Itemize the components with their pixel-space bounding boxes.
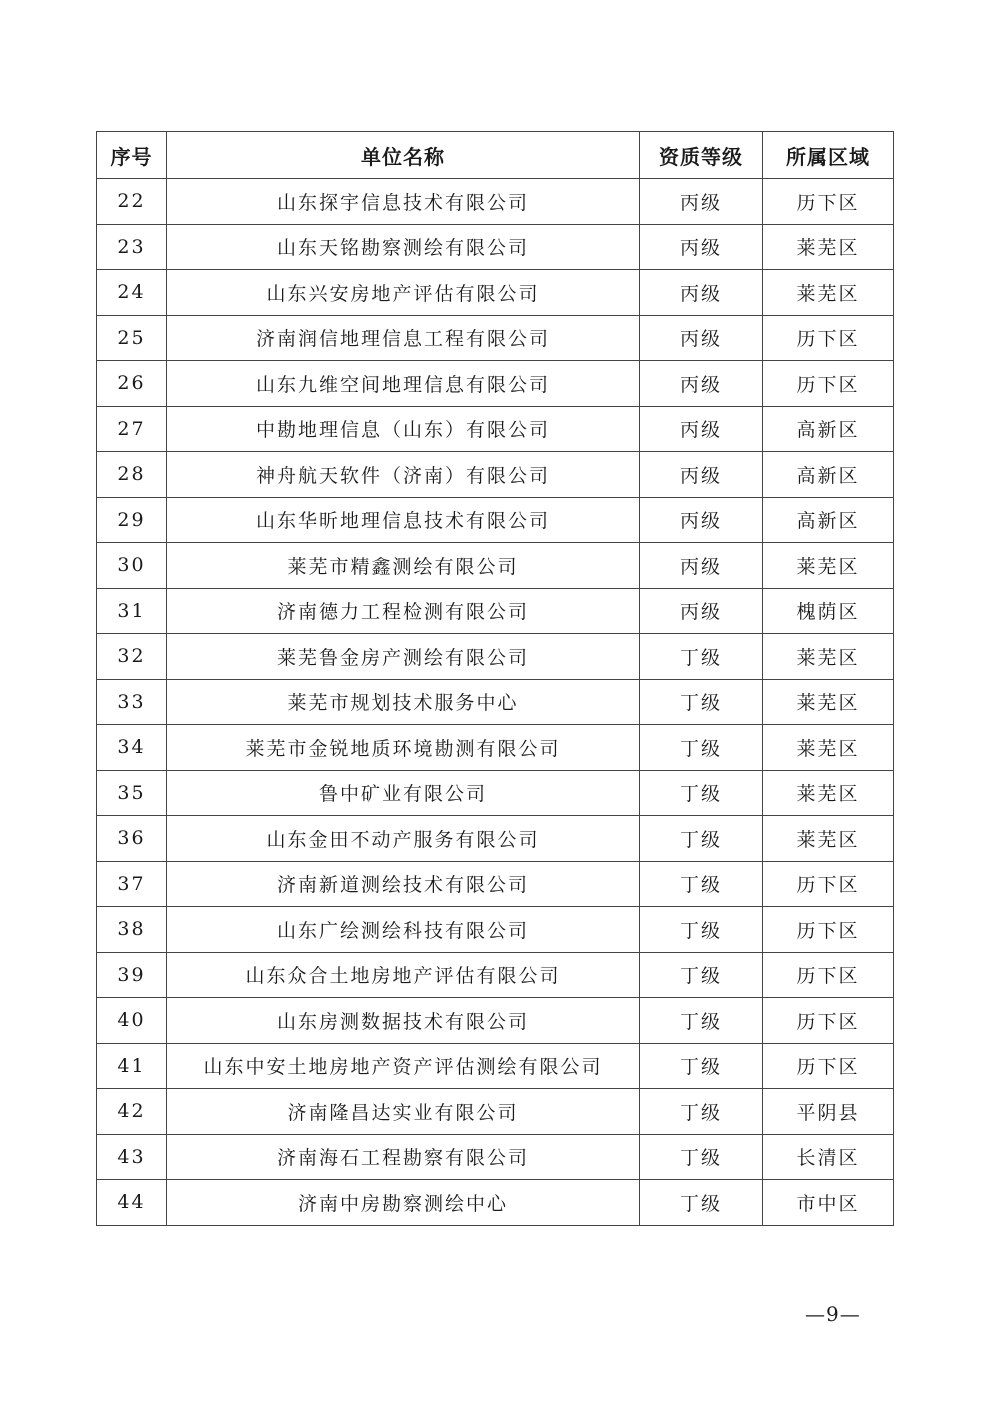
table-row	[97, 270, 894, 316]
cell-unit-name: 中勘地理信息（山东）有限公司	[167, 406, 640, 452]
cell-grade: 丁级	[640, 725, 763, 771]
table-row	[97, 725, 894, 771]
cell-region: 高新区	[763, 452, 894, 498]
cell-unit-name: 莱芜鲁金房产测绘有限公司	[167, 634, 640, 680]
table-row	[97, 634, 894, 680]
table-row	[97, 998, 894, 1044]
table-row	[97, 497, 894, 543]
cell-region: 高新区	[763, 406, 894, 452]
cell-unit-name: 济南隆昌达实业有限公司	[167, 1089, 640, 1135]
table-row	[97, 452, 894, 498]
table-row	[97, 406, 894, 452]
table-header-row	[97, 132, 894, 179]
cell-unit-name: 山东金田不动产服务有限公司	[167, 816, 640, 862]
cell-grade: 丙级	[640, 361, 763, 407]
cell-unit-name: 山东广绘测绘科技有限公司	[167, 907, 640, 953]
cell-unit-name: 山东探宇信息技术有限公司	[167, 179, 640, 225]
cell-region: 莱芜区	[763, 634, 894, 680]
cell-region: 莱芜区	[763, 679, 894, 725]
cell-region: 历下区	[763, 998, 894, 1044]
cell-region: 历下区	[763, 361, 894, 407]
table-row	[97, 952, 894, 998]
table-row	[97, 907, 894, 953]
cell-no: 27	[97, 406, 167, 452]
table-row	[97, 816, 894, 862]
cell-no: 28	[97, 452, 167, 498]
cell-unit-name: 济南德力工程检测有限公司	[167, 588, 640, 634]
cell-no: 30	[97, 543, 167, 589]
cell-region: 市中区	[763, 1180, 894, 1226]
cell-unit-name: 济南中房勘察测绘中心	[167, 1180, 640, 1226]
cell-region: 莱芜区	[763, 770, 894, 816]
cell-no: 43	[97, 1134, 167, 1180]
cell-region: 莱芜区	[763, 270, 894, 316]
table-row	[97, 315, 894, 361]
cell-unit-name: 山东众合土地房地产评估有限公司	[167, 952, 640, 998]
cell-grade: 丙级	[640, 588, 763, 634]
cell-unit-name: 山东天铭勘察测绘有限公司	[167, 224, 640, 270]
cell-grade: 丁级	[640, 861, 763, 907]
cell-grade: 丙级	[640, 497, 763, 543]
table-row	[97, 770, 894, 816]
cell-region: 历下区	[763, 907, 894, 953]
cell-no: 34	[97, 725, 167, 771]
cell-unit-name: 山东华昕地理信息技术有限公司	[167, 497, 640, 543]
page-number: —9—	[805, 1302, 861, 1326]
cell-no: 22	[97, 179, 167, 225]
qualification-table	[96, 131, 894, 1226]
header-region: 所属区域	[763, 132, 894, 179]
cell-unit-name: 济南海石工程勘察有限公司	[167, 1134, 640, 1180]
cell-grade: 丁级	[640, 770, 763, 816]
cell-no: 35	[97, 770, 167, 816]
cell-grade: 丁级	[640, 1089, 763, 1135]
table-row	[97, 679, 894, 725]
cell-grade: 丁级	[640, 1180, 763, 1226]
header-name: 单位名称	[167, 132, 640, 179]
table-row	[97, 543, 894, 589]
cell-region: 历下区	[763, 315, 894, 361]
cell-region: 莱芜区	[763, 543, 894, 589]
cell-grade: 丁级	[640, 1134, 763, 1180]
cell-no: 23	[97, 224, 167, 270]
cell-no: 38	[97, 907, 167, 953]
cell-unit-name: 济南新道测绘技术有限公司	[167, 861, 640, 907]
cell-no: 40	[97, 998, 167, 1044]
cell-region: 莱芜区	[763, 725, 894, 771]
cell-region: 历下区	[763, 861, 894, 907]
cell-unit-name: 山东房测数据技术有限公司	[167, 998, 640, 1044]
cell-no: 26	[97, 361, 167, 407]
table-row	[97, 361, 894, 407]
table-row	[97, 588, 894, 634]
cell-unit-name: 莱芜市金锐地质环境勘测有限公司	[167, 725, 640, 771]
header-grade: 资质等级	[640, 132, 763, 179]
cell-unit-name: 鲁中矿业有限公司	[167, 770, 640, 816]
table-body	[97, 179, 894, 1226]
cell-grade: 丙级	[640, 315, 763, 361]
cell-grade: 丁级	[640, 816, 763, 862]
cell-no: 33	[97, 679, 167, 725]
cell-grade: 丙级	[640, 543, 763, 589]
cell-region: 莱芜区	[763, 224, 894, 270]
cell-region: 高新区	[763, 497, 894, 543]
cell-no: 41	[97, 1043, 167, 1089]
cell-no: 31	[97, 588, 167, 634]
cell-region: 长清区	[763, 1134, 894, 1180]
cell-grade: 丁级	[640, 907, 763, 953]
cell-unit-name: 山东九维空间地理信息有限公司	[167, 361, 640, 407]
cell-no: 42	[97, 1089, 167, 1135]
cell-region: 历下区	[763, 1043, 894, 1089]
table-row	[97, 1043, 894, 1089]
cell-region: 莱芜区	[763, 816, 894, 862]
cell-unit-name: 山东中安土地房地产资产评估测绘有限公司	[167, 1043, 640, 1089]
header-no: 序号	[97, 132, 167, 179]
cell-grade: 丁级	[640, 1043, 763, 1089]
table-row	[97, 1134, 894, 1180]
table-row	[97, 1089, 894, 1135]
cell-unit-name: 济南润信地理信息工程有限公司	[167, 315, 640, 361]
cell-region: 槐荫区	[763, 588, 894, 634]
cell-region: 历下区	[763, 952, 894, 998]
cell-no: 25	[97, 315, 167, 361]
table-row	[97, 1180, 894, 1226]
cell-unit-name: 莱芜市精鑫测绘有限公司	[167, 543, 640, 589]
cell-grade: 丙级	[640, 406, 763, 452]
cell-grade: 丁级	[640, 952, 763, 998]
cell-no: 36	[97, 816, 167, 862]
cell-unit-name: 山东兴安房地产评估有限公司	[167, 270, 640, 316]
cell-no: 32	[97, 634, 167, 680]
table-row	[97, 179, 894, 225]
cell-grade: 丙级	[640, 270, 763, 316]
cell-no: 44	[97, 1180, 167, 1226]
cell-no: 24	[97, 270, 167, 316]
cell-unit-name: 神舟航天软件（济南）有限公司	[167, 452, 640, 498]
table-row	[97, 861, 894, 907]
cell-grade: 丁级	[640, 998, 763, 1044]
cell-no: 39	[97, 952, 167, 998]
cell-no: 37	[97, 861, 167, 907]
cell-no: 29	[97, 497, 167, 543]
cell-region: 历下区	[763, 179, 894, 225]
cell-region: 平阴县	[763, 1089, 894, 1135]
cell-grade: 丁级	[640, 679, 763, 725]
cell-grade: 丙级	[640, 224, 763, 270]
cell-unit-name: 莱芜市规划技术服务中心	[167, 679, 640, 725]
cell-grade: 丙级	[640, 179, 763, 225]
table-row	[97, 224, 894, 270]
cell-grade: 丙级	[640, 452, 763, 498]
cell-grade: 丁级	[640, 634, 763, 680]
